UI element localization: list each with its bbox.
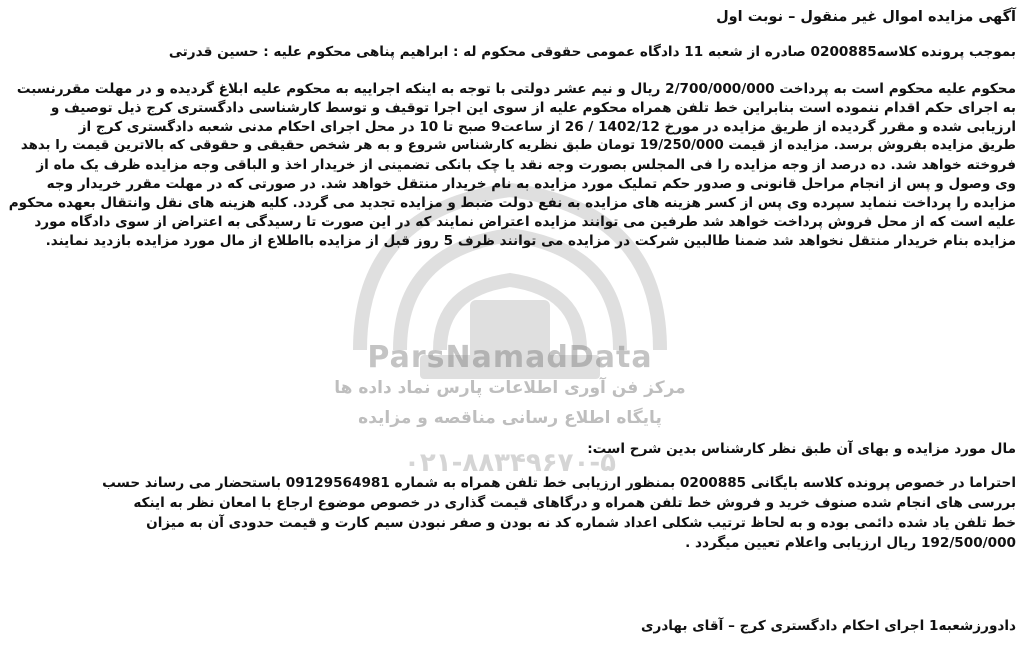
body-line: محکوم علیه محکوم است به پرداخت 2/700/000/000 ریال و نیم عشر دولتی با توجه به اینکه اجراییه به محکوم علیه ابلاغ گردیده و در مهلت مقررنسبت (16, 81, 1016, 97)
watermark-brand: ParsNamadData (367, 340, 653, 375)
section-line: خط تلفن یاد شده دائمی بوده و به لحاظ ترتیب شکلی اعداد شماره کد نه بودن و صفر نبودن سیم کارت و قیمت حدودی آن به میزان (146, 515, 1016, 531)
body-line: وی وصول و پس از انجام مراحل قانونی و صدور حکم تملیک مورد مزایده به نام خریدار منتقل خواهد شد. در صورتی که در مهلت مقرر خریدار وجه (46, 176, 1016, 192)
watermark-line-2: پایگاه اطلاع رسانی مناقصه و مزایده (358, 408, 662, 428)
body-line: طریق مزایده بفروش برسد. مزایده از قیمت 19/250/000 تومان طبق نظریه کارشناس شروع و به هر شخص حقیقی و حقوقی که بالاترین قیمت را بدهد (20, 138, 1016, 153)
watermark-line-1: مرکز فن آوری اطلاعات پارس نماد داده ها (334, 378, 686, 398)
watermark-phone: ۰۲۱-۸۸۳۴۹۶۷۰-۵ (403, 448, 616, 478)
body-line: مزایده بنام خریدار منتقل نخواهد شد ضمنا طالبین شرکت در مزایده می توانند ظرف 5 روز قبل از مزایده بااطلاع از مال مورد مزایده بازدید نمایند. (45, 233, 1016, 249)
section-line: 192/500/000 ریال ارزیابی واعلام تعیین میگردد . (685, 535, 1016, 551)
body-line: به اجرای حکم اقدام ننموده است بنابراین خط تلفن همراه محکوم علیه از سوی این اجرا توقیف و توسط کارشناسی دادگستری کرج ذیل توصیف و (50, 100, 1016, 116)
section-heading: مال مورد مزایده و بهای آن طبق نظر کارشناس بدین شرح است: (587, 441, 1016, 457)
notice-header-line: بموجب پرونده کلاسه0200885 صادره از شعبه 11 دادگاه عمومی حقوقی محکوم له : ابراهیم پناهی محکوم علیه : حسین قدرتی (168, 44, 1016, 60)
signature-line: دادورزشعبه1 اجرای احکام دادگستری کرج – آقای بهادری (641, 618, 1016, 634)
body-line: ارزیابی شده و مقرر گردیده از طریق مزایده در مورخ 1402/12 / 26 از ساعت9 صبح تا 10 در محل اجرای احکام مدنی شعبه دادگستری کرج از (78, 119, 1016, 135)
notice-title: آگهی مزایده اموال غیر منقول – نوبت اول (716, 9, 1016, 25)
body-line: علیه است که از محل فروش پرداخت خواهد شد طرفین می توانند مزایده اعتراض نمایند که در این صورت تا رسیدگی به اعتراض از سوی دادگاه مورد (34, 214, 1016, 230)
body-line: فروخته خواهد شد. ده درصد از وجه مزایده را فی المجلس بصورت وجه نقد یا چک بانکی تضمینی از خریدار اخذ و الباقی وجه مزایده ظرف یک ماه از (36, 157, 1016, 173)
body-line: مزایده را پرداخت ننماید سپرده وی پس از کسر هزینه های مزایده به نفع دولت ضبط و مزایده تجدید می گردد. کلیه هزینه های نقل وانتقال بعهده محکوم (8, 195, 1016, 211)
section-line: بررسی های انجام شده صنوف خرید و فروش خط تلفن همراه و درگاهای قیمت گذاری در خصوص موضوع ارجاع با امعان نظر به اینکه (133, 495, 1016, 511)
section-line: احتراما در خصوص پرونده کلاسه بایگانی 0200885 بمنظور ارزیابی خط تلفن همراه به شماره 09129564981 باستحضار می رساند حسب (102, 475, 1016, 491)
